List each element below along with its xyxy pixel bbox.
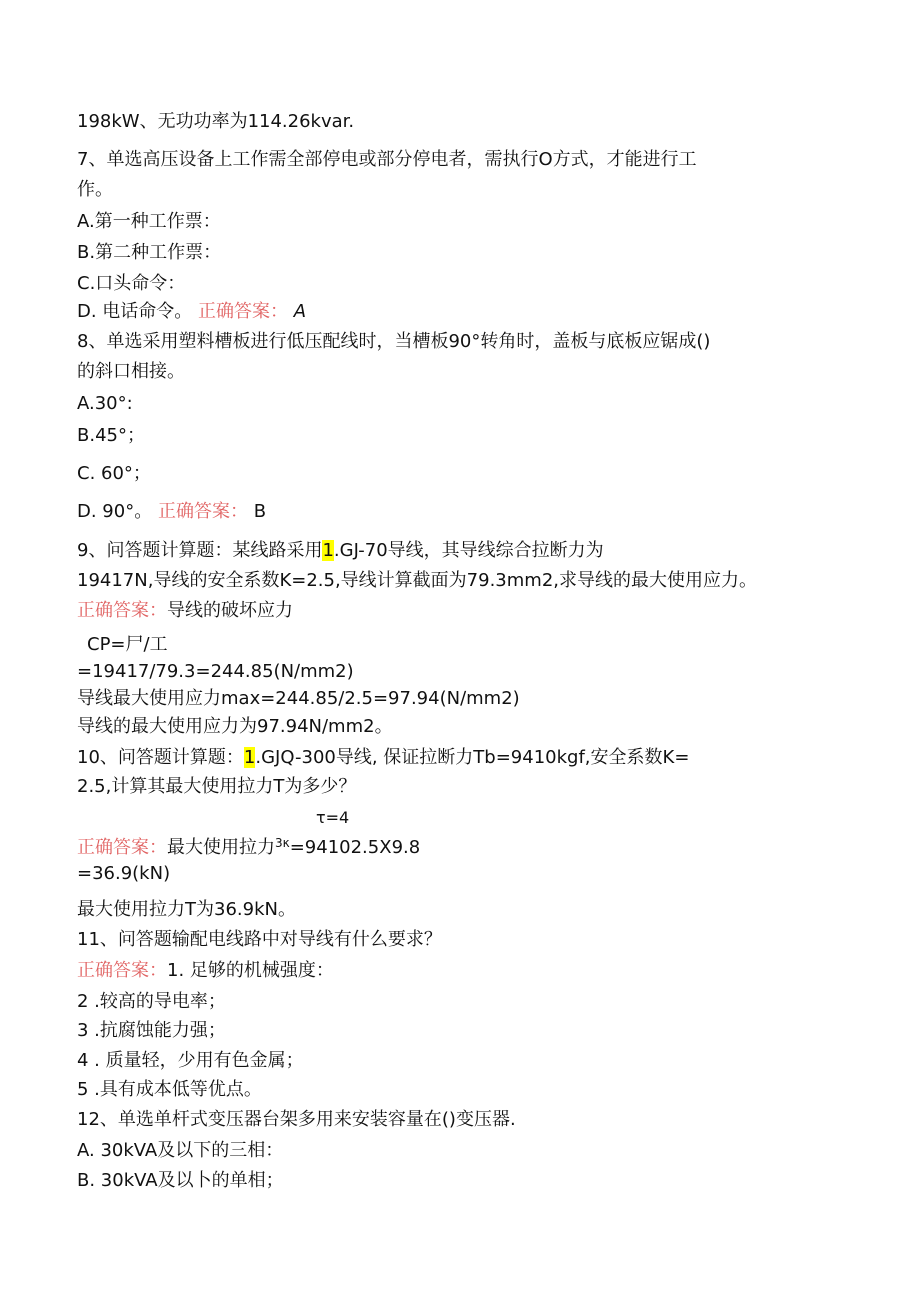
- question-8-line-1: 8、单选采用塑料槽板进行低压配线时，当槽板90°转角时，盖板与底板应锯成(): [77, 331, 711, 352]
- question-10-line-2: 2.5,计算其最大使用拉力T为多少？: [77, 776, 357, 797]
- question-12: 12、单选单杆式变压器台架多用来安装容量在()变压器.: [77, 1109, 516, 1130]
- option-a: A. 30kVA及以下的三相：: [77, 1140, 284, 1161]
- option-b: B.第二种工作票：: [77, 242, 222, 263]
- answer-value: B: [253, 501, 267, 522]
- option-c: C. 60°；: [77, 463, 151, 484]
- list-item: 5 .具有成本低等优点。: [77, 1079, 262, 1100]
- question-text: 9、问答题计算题：某线路采用: [77, 540, 323, 561]
- question-7-line-2: 作。: [77, 179, 113, 200]
- answer-value: A: [293, 301, 307, 322]
- answer-label: 正确答案：: [77, 600, 167, 621]
- superscript: 3κ: [275, 836, 290, 850]
- question-7-line-1: 7、单选高压设备上工作需全部停电或部分停电者，需执行O方式，才能进行工: [77, 149, 697, 170]
- answer-label: 正确答案：: [198, 301, 289, 322]
- answer-line: [77, 831, 420, 860]
- answer-line: [77, 599, 293, 623]
- answer-label: 正确答案：: [157, 501, 248, 522]
- question-text: .GJQ-300导线, 保证拉断力Tb=9410kgf,安全系数K=: [255, 747, 690, 768]
- answer-text: 最大使用拉力: [167, 837, 275, 858]
- option-b: B. 30kVA及以卜的单相；: [77, 1170, 284, 1191]
- answer-label: 正确答案：: [77, 960, 167, 981]
- formula-line: 导线最大使用应力max=244.85/2.5=97.94(N∕mm2): [77, 688, 520, 709]
- list-item: 2 .较高的导电率；: [77, 991, 226, 1012]
- question-text: 10、问答题计算题：: [77, 747, 244, 768]
- option-b: B.45°；: [77, 425, 145, 446]
- answer-label: 正确答案：: [77, 837, 167, 858]
- option-d-with-answer: [77, 300, 306, 324]
- formula-line: CP=尸/工: [87, 634, 168, 655]
- option-d-with-answer: [77, 500, 266, 524]
- question-9-line-2: 19417N,导线的安全系数K=2.5,导线计算截面为79.3mm2,求导线的最大使用应力。: [77, 570, 757, 591]
- answer-text: =94102.5X9.8: [289, 837, 421, 858]
- option-a: A.第一种工作票：: [77, 211, 221, 232]
- answer-text: 1. 足够的机械强度：: [167, 960, 334, 981]
- answer-text: 导线的破坏应力: [167, 600, 293, 621]
- formula-line: 导线的最大使用应力为97.94N/mm2。: [77, 716, 393, 737]
- question-9-line-1: [77, 539, 604, 563]
- option-a: A.30°:: [77, 393, 133, 414]
- question-8-line-2: 的斜口相接。: [77, 361, 185, 382]
- text-line: 198kW、无功功率为114.26kvar.: [77, 111, 355, 132]
- answer-line: [77, 959, 334, 983]
- formula-fragment: τ=4: [316, 808, 350, 827]
- highlight-mark: 1: [322, 540, 334, 561]
- question-11: 11、问答题输配电线路中对导线有什么要求？: [77, 929, 442, 950]
- option-text: D. 90°。: [77, 501, 153, 522]
- option-c: C.口头命令：: [77, 273, 186, 294]
- option-text: D. 电话命令。: [77, 301, 193, 322]
- formula-line: 最大使用拉力T为36.9kN。: [77, 899, 296, 920]
- formula-line: =36.9(kN): [77, 863, 171, 884]
- highlight-mark: 1: [243, 747, 256, 768]
- question-10-line-1: [77, 746, 689, 770]
- list-item: 4 . 质量轻，少用有色金属；: [77, 1050, 304, 1071]
- formula-line: =19417/79.3=244.85(N∕mm2): [77, 661, 354, 682]
- list-item: 3 .抗腐蚀能力强；: [77, 1020, 226, 1041]
- question-text: .GJ-70导线，其导线综合拉断力为: [333, 540, 604, 561]
